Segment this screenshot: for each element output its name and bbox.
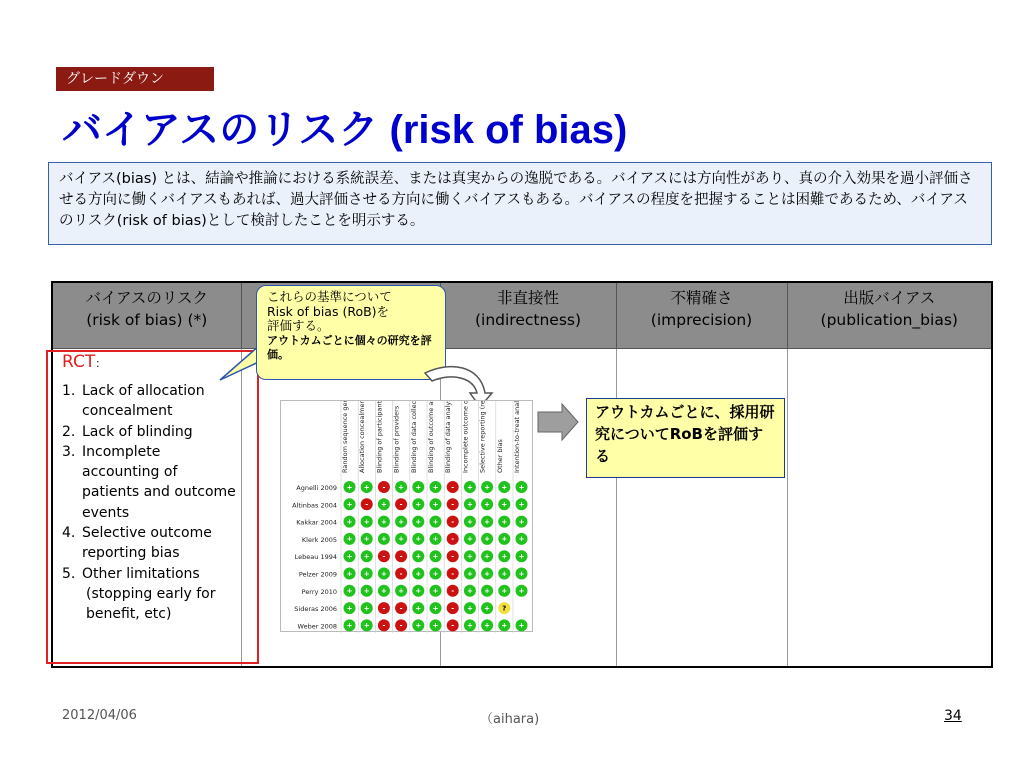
rob-judgement-mark xyxy=(447,481,459,493)
svg-text:+: + xyxy=(415,483,422,492)
rob-judgement-mark xyxy=(395,602,407,614)
rob-judgement-mark xyxy=(395,498,407,510)
svg-text:-: - xyxy=(451,517,455,526)
svg-text:+: + xyxy=(501,569,508,578)
svg-text:+: + xyxy=(501,552,508,561)
rob-judgement-mark xyxy=(498,568,510,580)
rob-judgement-mark xyxy=(344,568,356,580)
rob-judgement-mark xyxy=(412,516,424,528)
rob-judgement-mark xyxy=(481,602,493,614)
svg-text:-: - xyxy=(365,500,369,509)
svg-text:+: + xyxy=(432,552,439,561)
rob-judgement-mark xyxy=(395,619,407,631)
rob-judgement-mark xyxy=(361,602,373,614)
rob-judgement-mark xyxy=(498,585,510,597)
svg-text:+: + xyxy=(518,517,525,526)
rob-judgement-mark xyxy=(516,550,528,562)
rob-judgement-mark xyxy=(361,498,373,510)
svg-text:+: + xyxy=(346,587,353,596)
svg-text:+: + xyxy=(518,535,525,544)
rob-judgement-mark xyxy=(395,533,407,545)
svg-text:+: + xyxy=(415,535,422,544)
rct-label: RCT： xyxy=(62,352,107,372)
rob-judgement-mark xyxy=(344,533,356,545)
rob-judgement-mark xyxy=(481,481,493,493)
svg-text:+: + xyxy=(484,552,491,561)
svg-text:-: - xyxy=(451,552,455,561)
svg-text:+: + xyxy=(466,483,473,492)
rob-judgement-mark xyxy=(498,516,510,528)
svg-text:-: - xyxy=(382,552,386,561)
page-number: 34 xyxy=(944,708,962,724)
rob-judgement-mark xyxy=(412,602,424,614)
rob-judgement-mark xyxy=(516,481,528,493)
header-risk-of-bias: バイアスのリスク (risk of bias) (*) xyxy=(52,282,241,349)
svg-text:-: - xyxy=(399,621,403,630)
rob-judgement-mark xyxy=(430,481,442,493)
rob-judgement-mark xyxy=(516,568,528,580)
svg-text:+: + xyxy=(518,552,525,561)
criteria-item: 5. Other limitations xyxy=(62,565,200,582)
criteria-callout: これらの基準について Risk of bias (RoB)を 評価する。 アウトカムごとに個々の研究を評価。 xyxy=(256,285,446,380)
rob-judgement-mark xyxy=(464,585,476,597)
rob-judgement-mark xyxy=(516,619,528,631)
rob-column-label: Incomplete outcome d xyxy=(461,401,470,473)
svg-text:+: + xyxy=(466,517,473,526)
svg-text:+: + xyxy=(518,621,525,630)
rob-judgement-mark xyxy=(516,533,528,545)
rob-column-label: Intention-to-treat analys xyxy=(513,401,521,473)
rob-assessment-callout: アウトカムごとに、採用研究についてRoBを評価する xyxy=(586,398,785,478)
rob-study-label: Lebeau 1994 xyxy=(294,553,337,562)
rob-judgement-mark xyxy=(430,516,442,528)
rob-study-label: Agnelli 2009 xyxy=(296,484,337,492)
rob-judgement-mark xyxy=(481,619,493,631)
footer-author: （aihara) xyxy=(480,712,540,727)
rob-judgement-mark xyxy=(361,516,373,528)
criteria-list xyxy=(62,381,237,625)
svg-text:-: - xyxy=(451,587,455,596)
rob-judgement-mark xyxy=(412,550,424,562)
rob-judgement-mark xyxy=(378,550,390,562)
rob-column-label: Blinding of participants xyxy=(375,401,384,473)
rob-judgement-mark xyxy=(516,585,528,597)
rob-judgement-mark xyxy=(447,585,459,597)
svg-text:+: + xyxy=(346,517,353,526)
svg-text:+: + xyxy=(484,483,491,492)
rob-judgement-mark xyxy=(412,481,424,493)
svg-text:+: + xyxy=(484,517,491,526)
svg-text:+: + xyxy=(484,500,491,509)
header-publication-bias: 出版バイアス (publication_bias) xyxy=(787,282,992,349)
svg-text:+: + xyxy=(466,535,473,544)
criteria-item: 3. Incomplete accounting of patients and outcome events xyxy=(62,443,236,521)
criteria-item: 2. Lack of blinding xyxy=(62,423,193,440)
svg-text:+: + xyxy=(415,500,422,509)
svg-text:+: + xyxy=(501,587,508,596)
svg-text:-: - xyxy=(451,604,455,613)
svg-text:+: + xyxy=(363,569,370,578)
svg-text:+: + xyxy=(518,587,525,596)
rob-study-label: Pelzer 2009 xyxy=(298,570,337,579)
svg-text:+: + xyxy=(484,569,491,578)
svg-text:+: + xyxy=(484,587,491,596)
svg-text:+: + xyxy=(398,587,405,596)
rob-judgement-mark xyxy=(498,602,510,614)
svg-text:+: + xyxy=(363,604,370,613)
svg-text:+: + xyxy=(346,483,353,492)
rob-column-label: Blinding of providers xyxy=(392,405,401,473)
rob-judgement-mark xyxy=(430,619,442,631)
rob-judgement-mark xyxy=(412,585,424,597)
svg-text:+: + xyxy=(466,552,473,561)
rob-column-label: Selective reporting (rep xyxy=(478,401,487,473)
svg-text:+: + xyxy=(484,621,491,630)
rob-judgement-mark xyxy=(361,585,373,597)
rob-column-label: Blinding of outcome as xyxy=(427,401,435,473)
rob-judgement-mark xyxy=(498,619,510,631)
svg-text:+: + xyxy=(432,483,439,492)
rob-judgement-mark xyxy=(361,568,373,580)
rob-column-label: Blinding of data analys xyxy=(444,401,453,473)
rob-judgement-mark xyxy=(464,498,476,510)
cell-imprecision xyxy=(616,349,787,668)
rob-judgement-mark xyxy=(447,516,459,528)
svg-text:+: + xyxy=(501,535,508,544)
rob-judgement-mark xyxy=(361,533,373,545)
svg-text:-: - xyxy=(382,483,386,492)
svg-text:+: + xyxy=(518,483,525,492)
rob-judgement-mark xyxy=(464,568,476,580)
svg-text:+: + xyxy=(346,604,353,613)
rob-judgement-mark xyxy=(464,533,476,545)
rob-judgement-mark xyxy=(498,533,510,545)
rob-judgement-mark xyxy=(481,550,493,562)
svg-text:+: + xyxy=(363,552,370,561)
svg-text:+: + xyxy=(432,500,439,509)
svg-text:+: + xyxy=(363,517,370,526)
rob-column-label: Random sequence gen xyxy=(341,401,349,473)
rob-judgement-mark xyxy=(464,516,476,528)
svg-text:+: + xyxy=(380,500,387,509)
svg-text:+: + xyxy=(346,621,353,630)
svg-text:+: + xyxy=(484,604,491,613)
svg-text:+: + xyxy=(363,621,370,630)
rob-judgement-mark xyxy=(412,619,424,631)
header-row xyxy=(52,282,992,349)
svg-text:+: + xyxy=(346,569,353,578)
svg-text:+: + xyxy=(415,517,422,526)
svg-text:-: - xyxy=(399,604,403,613)
svg-text:+: + xyxy=(466,569,473,578)
svg-text:+: + xyxy=(484,535,491,544)
svg-text:+: + xyxy=(501,500,508,509)
rob-judgement-mark xyxy=(481,585,493,597)
rob-study-label: Kakkar 2004 xyxy=(296,518,337,527)
rob-judgement-mark xyxy=(378,481,390,493)
rob-judgement-mark xyxy=(430,498,442,510)
svg-text:-: - xyxy=(451,483,455,492)
svg-text:+: + xyxy=(501,621,508,630)
grade-down-tag: グレードダウン xyxy=(56,67,214,91)
svg-text:+: + xyxy=(466,621,473,630)
rob-column-label: Blinding of data collect xyxy=(409,401,418,473)
header-indirectness: 非直接性 (indirectness) xyxy=(440,282,616,349)
rob-judgement-mark xyxy=(464,481,476,493)
rob-judgement-mark xyxy=(344,585,356,597)
rob-judgement-mark xyxy=(447,498,459,510)
rob-judgement-mark xyxy=(395,481,407,493)
rob-judgement-mark xyxy=(481,533,493,545)
svg-text:+: + xyxy=(466,604,473,613)
svg-text:+: + xyxy=(346,552,353,561)
svg-text:+: + xyxy=(415,569,422,578)
rob-judgement-mark xyxy=(344,516,356,528)
svg-text:+: + xyxy=(432,621,439,630)
rob-judgement-mark xyxy=(447,619,459,631)
rob-column-label: Allocation concealment xyxy=(358,401,367,473)
rob-judgement-mark xyxy=(498,550,510,562)
rob-judgement-mark xyxy=(481,498,493,510)
rob-study-label: Weber 2008 xyxy=(297,622,337,631)
svg-text:+: + xyxy=(380,569,387,578)
svg-text:+: + xyxy=(380,535,387,544)
rob-study-label: Sideras 2006 xyxy=(294,605,337,614)
rob-judgement-mark xyxy=(430,568,442,580)
rob-judgement-mark xyxy=(361,619,373,631)
svg-text:+: + xyxy=(432,569,439,578)
svg-text:+: + xyxy=(346,500,353,509)
svg-text:+: + xyxy=(518,569,525,578)
svg-text:+: + xyxy=(415,621,422,630)
rob-judgement-mark xyxy=(481,516,493,528)
rob-judgement-mark xyxy=(430,550,442,562)
svg-text:+: + xyxy=(398,483,405,492)
rob-judgement-mark xyxy=(344,619,356,631)
rob-judgement-mark xyxy=(447,568,459,580)
svg-text:+: + xyxy=(398,517,405,526)
rob-judgement-mark xyxy=(412,498,424,510)
svg-text:-: - xyxy=(399,500,403,509)
right-arrow-icon xyxy=(536,402,582,442)
rob-judgement-mark xyxy=(481,568,493,580)
rob-judgement-mark xyxy=(412,533,424,545)
svg-text:-: - xyxy=(451,621,455,630)
rob-judgement-mark xyxy=(464,619,476,631)
rob-column-label: Other bias xyxy=(495,439,504,473)
svg-text:-: - xyxy=(382,604,386,613)
rob-judgement-mark xyxy=(395,568,407,580)
svg-text:+: + xyxy=(432,587,439,596)
rob-judgement-mark xyxy=(447,602,459,614)
rob-judgement-mark xyxy=(361,481,373,493)
svg-text:+: + xyxy=(432,535,439,544)
rob-judgement-mark xyxy=(378,602,390,614)
svg-text:+: + xyxy=(415,604,422,613)
rob-study-label: Klerk 2005 xyxy=(301,535,337,544)
svg-text:-: - xyxy=(382,621,386,630)
rob-judgement-mark xyxy=(378,533,390,545)
rob-judgement-mark xyxy=(430,533,442,545)
rob-study-label: Perry 2010 xyxy=(301,587,337,596)
rob-judgement-mark xyxy=(430,585,442,597)
svg-text:+: + xyxy=(466,587,473,596)
rob-judgement-mark xyxy=(395,550,407,562)
svg-text:-: - xyxy=(399,569,403,578)
risk-of-bias-summary xyxy=(280,400,533,632)
rob-judgement-mark xyxy=(378,619,390,631)
svg-text:+: + xyxy=(380,517,387,526)
rob-judgement-mark xyxy=(516,498,528,510)
svg-text:+: + xyxy=(363,535,370,544)
rob-judgement-mark xyxy=(378,585,390,597)
svg-text:+: + xyxy=(363,587,370,596)
rob-judgement-mark xyxy=(498,481,510,493)
svg-text:+: + xyxy=(518,500,525,509)
rob-judgement-mark xyxy=(378,568,390,580)
svg-text:+: + xyxy=(415,552,422,561)
rob-study-label: Altinbas 2004 xyxy=(292,501,337,510)
criteria-note: (stopping early for benefit, etc) xyxy=(86,585,216,623)
rob-judgement-mark xyxy=(464,550,476,562)
svg-text:+: + xyxy=(432,517,439,526)
svg-text:+: + xyxy=(346,535,353,544)
svg-text:+: + xyxy=(380,587,387,596)
svg-text:-: - xyxy=(451,569,455,578)
svg-text:+: + xyxy=(398,535,405,544)
rob-judgement-mark xyxy=(395,516,407,528)
rob-judgement-mark xyxy=(344,498,356,510)
rob-judgement-mark xyxy=(361,550,373,562)
criteria-item: 1. Lack of allocation concealment xyxy=(62,383,205,420)
rob-judgement-mark xyxy=(378,516,390,528)
footer-date: 2012/04/06 xyxy=(62,708,137,723)
svg-text:+: + xyxy=(466,500,473,509)
rob-judgement-mark xyxy=(516,516,528,528)
rob-judgement-mark xyxy=(447,550,459,562)
svg-text:+: + xyxy=(501,517,508,526)
rob-judgement-mark xyxy=(344,602,356,614)
risk-of-bias-chart xyxy=(281,401,534,633)
rob-judgement-mark xyxy=(447,533,459,545)
rob-judgement-mark xyxy=(430,602,442,614)
definition-box: バイアス(bias) とは、結論や推論における系統誤差、または真実からの逸脱である。バイアスには方向性があり、真の介入効果を過小評価させる方向に働くバイアスもあれば、過大評価させる方向に働くバイアスもある。バイアスの程度を把握することは困難であるため、バイアスのリスク(risk of bias)として検討したことを明示する。 xyxy=(48,162,992,245)
rob-judgement-mark xyxy=(412,568,424,580)
svg-text:+: + xyxy=(432,604,439,613)
svg-text:+: + xyxy=(363,483,370,492)
rob-judgement-mark xyxy=(498,498,510,510)
rob-judgement-mark xyxy=(395,585,407,597)
svg-text:+: + xyxy=(415,587,422,596)
svg-text:-: - xyxy=(399,552,403,561)
cell-publication-bias xyxy=(787,349,992,668)
svg-text:-: - xyxy=(451,500,455,509)
rob-judgement-mark xyxy=(464,602,476,614)
header-imprecision: 不精確さ (imprecision) xyxy=(616,282,787,349)
rob-judgement-mark xyxy=(344,481,356,493)
svg-text:+: + xyxy=(501,483,508,492)
svg-text:-: - xyxy=(451,535,455,544)
slide-title: バイアスのリスク (risk of bias) xyxy=(62,108,628,152)
criteria-item: 4. Selective outcome reporting bias xyxy=(62,525,212,562)
svg-text:?: ? xyxy=(502,604,507,613)
rob-judgement-mark xyxy=(344,550,356,562)
rob-judgement-mark xyxy=(378,498,390,510)
